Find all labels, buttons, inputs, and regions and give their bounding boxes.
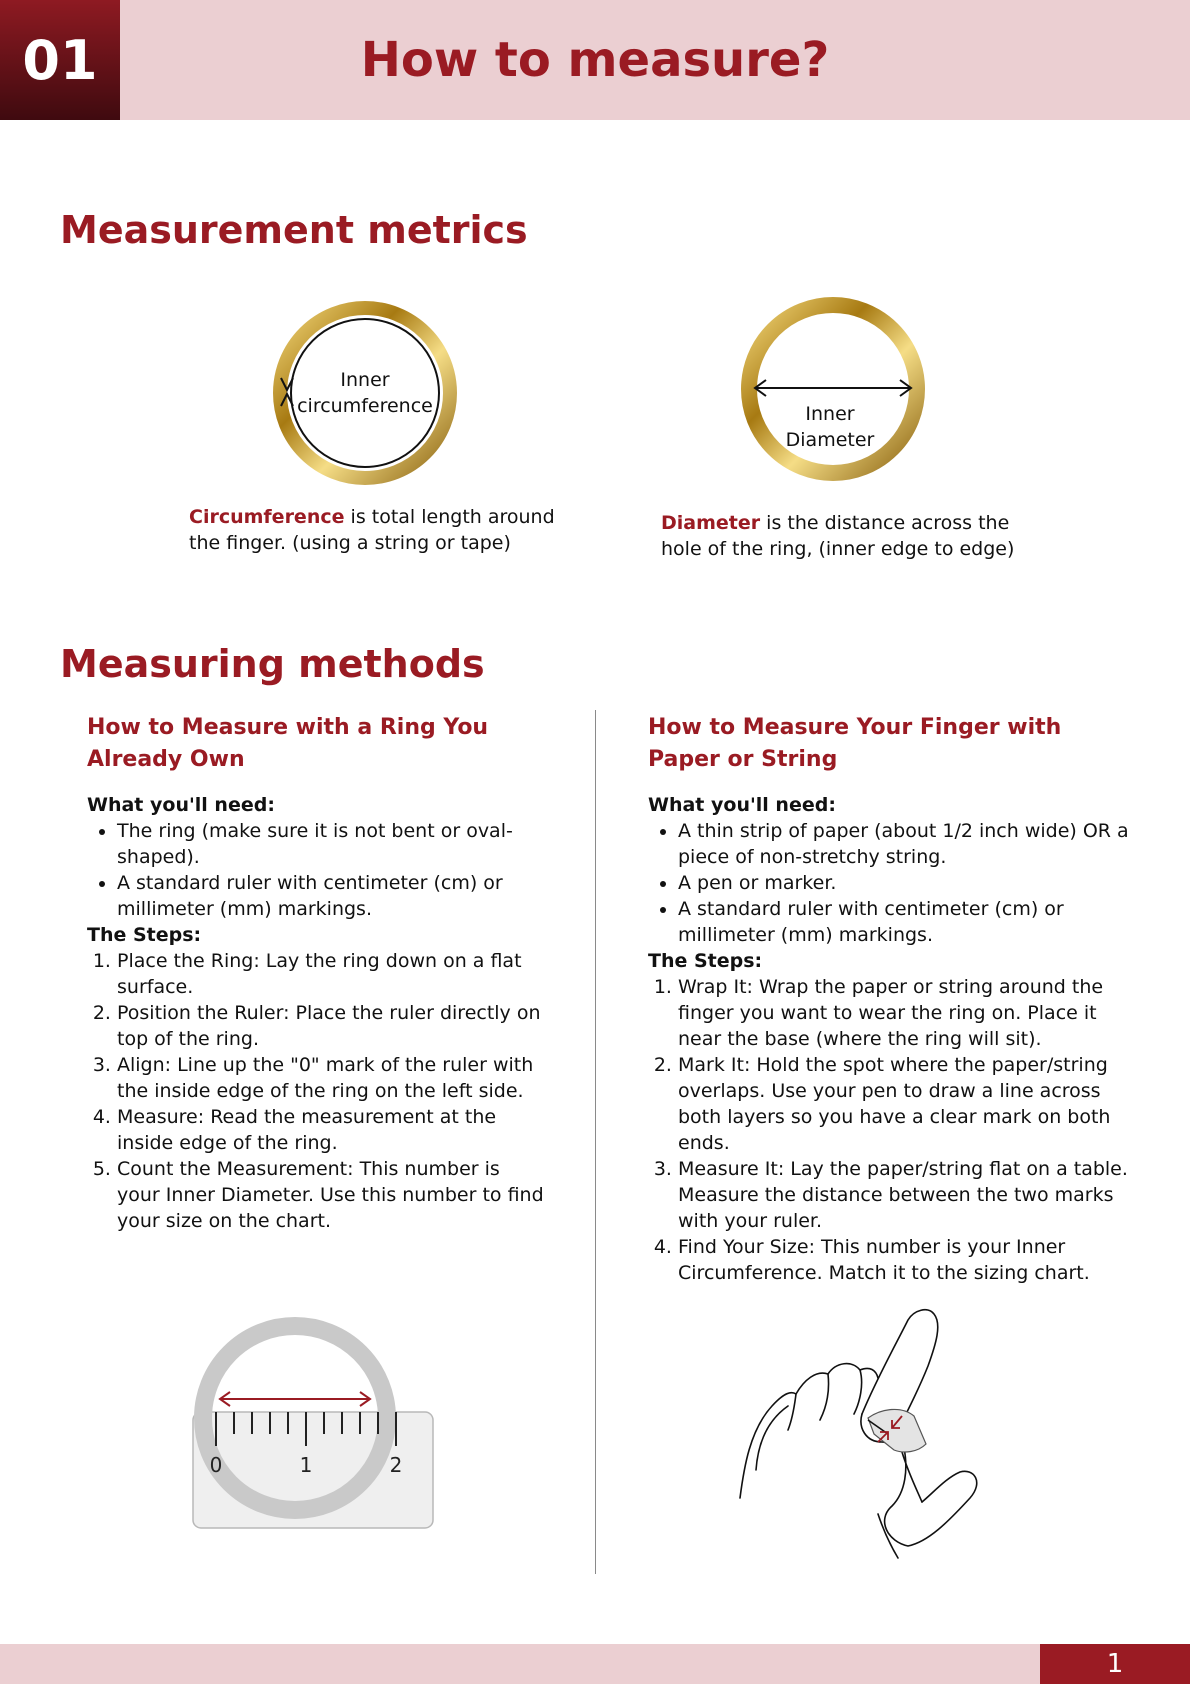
list-item: • The ring (make sure it is not bent or oval-shaped).: [117, 818, 547, 870]
ruler-label-0: 0: [209, 1453, 223, 1477]
diameter-caption: [661, 510, 1014, 562]
hand-illustration: [738, 1302, 998, 1562]
ring-needs-list: [87, 818, 547, 922]
inner-circle: [291, 319, 439, 467]
circumference-caption-rest: is total length around: [344, 506, 555, 528]
paper-needs-list: [648, 818, 1138, 948]
ruler-label-1: 1: [299, 1453, 313, 1477]
paper-method-column: [648, 712, 1138, 1286]
hand-outline: [740, 1310, 977, 1558]
ring-label-line2: circumference: [297, 395, 433, 417]
ring-label-line1: Inner: [805, 403, 855, 425]
ring-steps-label: The Steps:: [87, 924, 202, 946]
ring-method-title: How to Measure with a Ring You Already Own: [87, 715, 489, 772]
list-item: 3. Measure It: Lay the paper/string flat on a table. Measure the distance between the two marks with your ruler.: [678, 1156, 1138, 1234]
paper-steps-list: [648, 974, 1138, 1286]
diameter-ring-illustration: [738, 296, 928, 486]
list-item: • A standard ruler with centimeter (cm) or millimeter (mm) markings.: [117, 870, 547, 922]
page-number: 1: [1040, 1644, 1190, 1684]
list-item: • A pen or marker.: [678, 870, 1138, 896]
list-item: • A thin strip of paper (about 1/2 inch wide) OR a piece of non-stretchy string.: [678, 818, 1138, 870]
list-item: 1. Wrap It: Wrap the paper or string around the finger you want to wear the ring on. Place it near the base (where the ring will sit).: [678, 974, 1138, 1052]
circumference-caption: [189, 504, 555, 556]
list-item: 4. Measure: Read the measurement at the inside edge of the ring.: [117, 1104, 547, 1156]
diameter-term: Diameter: [661, 512, 761, 534]
section-number: 01: [0, 0, 120, 120]
page-title: How to measure?: [360, 32, 830, 88]
ring-steps-list: [87, 948, 547, 1234]
paper-method-title: How to Measure Your Finger with Paper or String: [648, 715, 1062, 772]
list-item: 3. Align: Line up the "0" mark of the ruler with the inside edge of the ring on the left side.: [117, 1052, 547, 1104]
paper-steps-label: The Steps:: [648, 950, 763, 972]
circumference-ring-illustration: [265, 298, 465, 488]
ring-label-line2: Diameter: [785, 429, 875, 451]
list-item: • A standard ruler with centimeter (cm) or millimeter (mm) markings.: [678, 896, 1138, 948]
ruler-label-2: 2: [389, 1453, 403, 1477]
ring-method-column: [87, 712, 547, 1234]
list-item: 5. Count the Measurement: This number is your Inner Diameter. Use this number to find your size on the chart.: [117, 1156, 547, 1234]
column-divider: [595, 710, 596, 1574]
circumference-term: Circumference: [189, 506, 345, 528]
paper-needs-label: What you'll need:: [648, 794, 836, 816]
ring-needs-label: What you'll need:: [87, 794, 275, 816]
diameter-caption-rest: is the distance across the: [760, 512, 1010, 534]
footer-bar: [0, 1644, 1190, 1684]
list-item: 4. Find Your Size: This number is your Inner Circumference. Match it to the sizing chart.: [678, 1234, 1138, 1286]
ring-label-line1: Inner: [340, 369, 390, 391]
paper-strip: [868, 1409, 926, 1452]
methods-heading: Measuring methods: [60, 642, 485, 686]
list-item: 2. Position the Ruler: Place the ruler directly on top of the ring.: [117, 1000, 547, 1052]
ruler-ring-illustration: [190, 1310, 440, 1535]
list-item: 1. Place the Ring: Lay the ring down on a flat surface.: [117, 948, 547, 1000]
list-item: 2. Mark It: Hold the spot where the paper/string overlaps. Use your pen to draw a line across both layers so you have a clear mark on both ends.: [678, 1052, 1138, 1156]
metrics-heading: Measurement metrics: [60, 208, 528, 252]
diameter-caption-line2: hole of the ring, (inner edge to edge): [661, 538, 1015, 560]
circumference-caption-line2: the finger. (using a string or tape): [189, 532, 511, 554]
